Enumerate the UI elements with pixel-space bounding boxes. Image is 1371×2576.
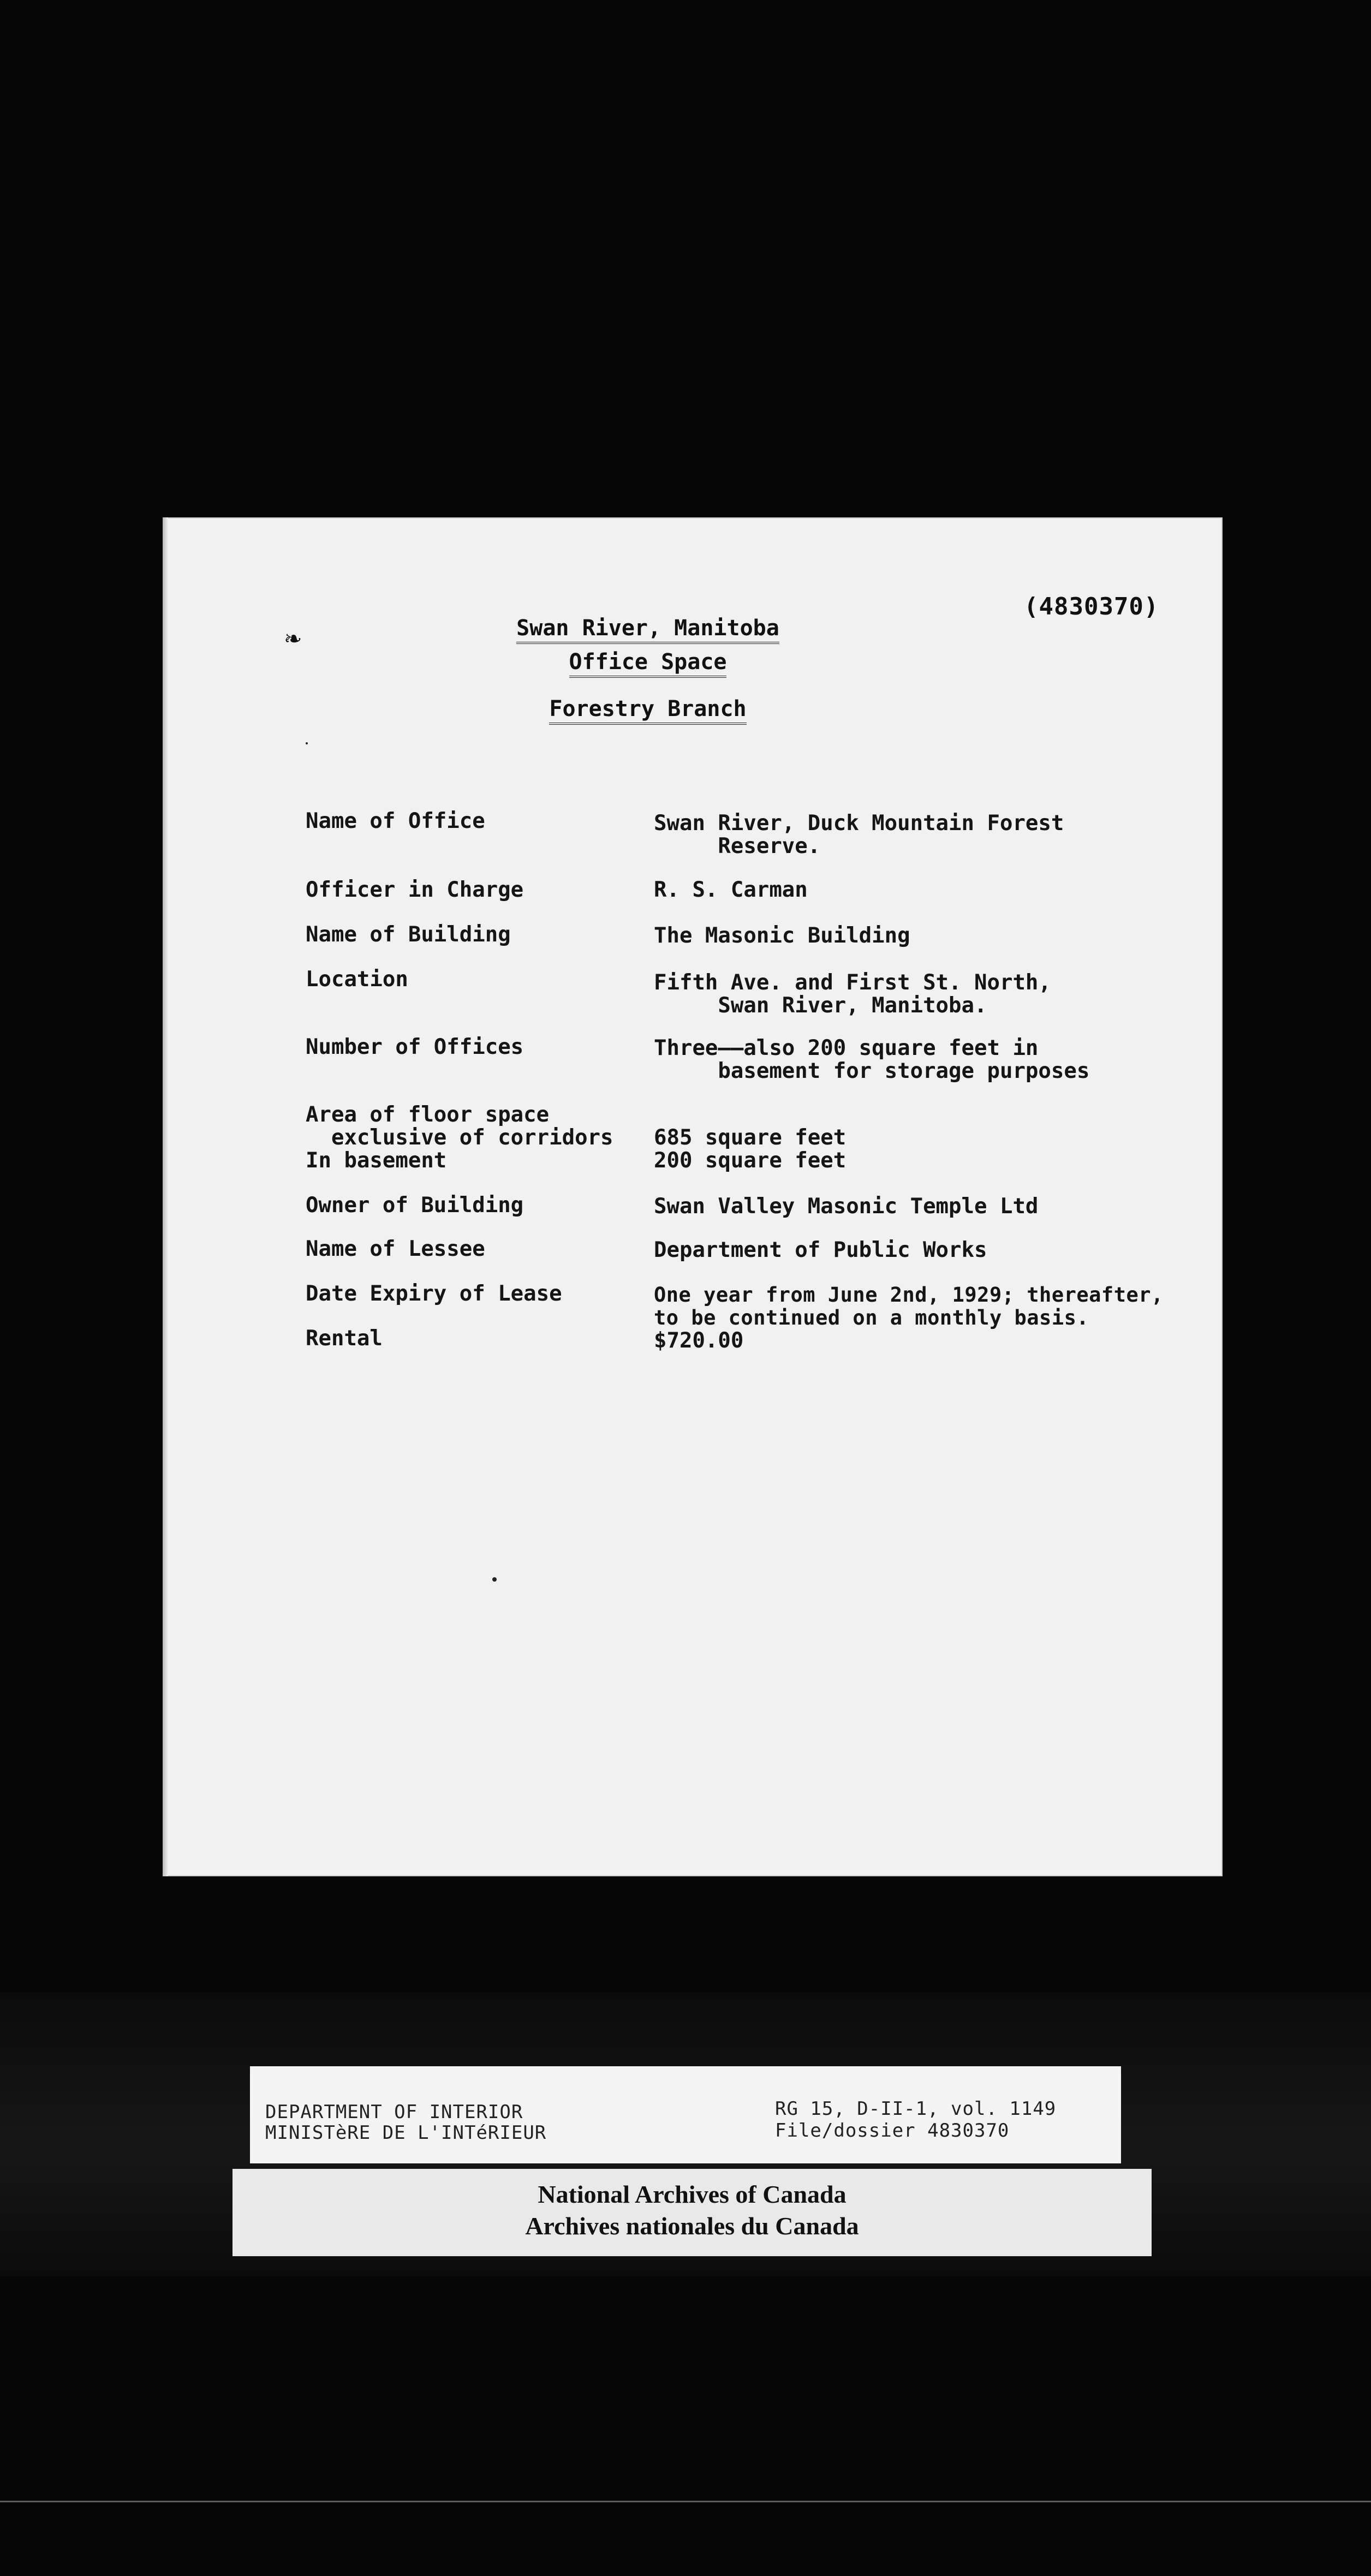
heading-subject [118,649,1178,678]
heading-place [118,616,1178,644]
row-label-floor-area: Area of floor space exclusive of corridors In basement [306,1102,613,1173]
record-group-reference: RG 15, D-II-1, vol. 1149 [775,2098,1057,2120]
row-value-owner: Swan Valley Masonic Temple Ltd [654,1194,1039,1219]
heading-branch-text: Forestry Branch [549,696,746,725]
row-value-number-of-offices: Three——also 200 square feet in basement for storage purposes [654,1036,1090,1083]
row-label-lease-expiry: Date Expiry of Lease [306,1281,562,1306]
file-number: (4830370) [1024,593,1159,621]
department-english: DEPARTMENT OF INTERIOR [265,2101,523,2123]
row-value-rental: $720.00 [654,1328,744,1353]
row-value-lease-expiry: One year from June 2nd, 1929; thereafter, to be continued on a monthly basis. [654,1283,1164,1329]
paper-speck [492,1577,497,1582]
row-label-rental: Rental [306,1326,383,1351]
heading-branch [118,696,1178,725]
row-label-owner: Owner of Building [306,1193,524,1218]
archives-name-english: National Archives of Canada [538,2180,847,2208]
row-value-floor-area: 685 square feet 200 square feet [654,1125,847,1173]
heading-subject-text: Office Space [569,649,727,678]
archives-name-french: Archives nationales du Canada [525,2212,859,2240]
handwritten-mark-icon: ❧ [284,627,302,652]
row-label-location: Location [306,967,408,992]
row-label-name-of-office: Name of Office [306,809,485,833]
archive-reference-label [250,2066,1121,2163]
paper-speck [306,742,308,744]
row-label-lessee: Name of Lessee [306,1237,485,1261]
row-value-location: Fifth Ave. and First St. North, Swan River, Manitoba. [654,970,1051,1018]
row-label-building: Name of Building [306,922,511,947]
row-label-officer: Officer in Charge [306,878,524,902]
row-value-officer: R. S. Carman [654,878,808,902]
row-value-lessee: Department of Public Works [654,1238,987,1262]
row-value-building: The Masonic Building [654,923,910,948]
row-value-name-of-office: Swan River, Duck Mountain Forest Reserve. [654,811,1064,858]
row-label-number-of-offices: Number of Offices [306,1035,524,1059]
frame-bottom-rule [0,2501,1371,2502]
heading-place-text: Swan River, Manitoba [516,616,779,644]
document-page [163,517,1223,1876]
archives-stamp [233,2169,1152,2256]
file-dossier-number: File/dossier 4830370 [775,2120,1010,2142]
department-french: MINISTèRE DE L'INTéRIEUR [265,2122,547,2144]
